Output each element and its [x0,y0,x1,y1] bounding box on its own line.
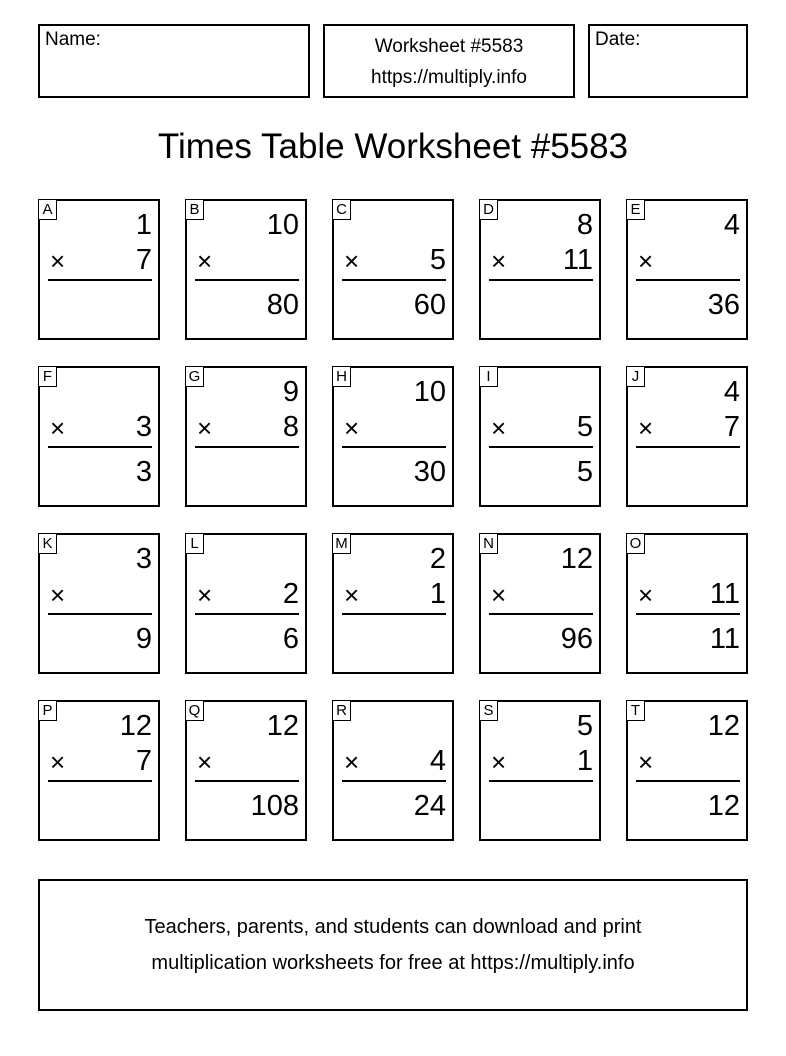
problem-label: A [38,199,57,220]
name-label: Name: [45,29,101,50]
multiplier: 8 [282,411,299,443]
problem-box[interactable] [185,533,307,674]
answer-rule [195,780,299,782]
problem-label: L [185,533,204,554]
multiplier: 3 [135,411,152,443]
multiplicand: 4 [723,376,740,408]
problem-label: I [479,366,498,387]
times-sign: × [50,580,66,610]
problem-box[interactable] [38,199,160,340]
problem-label: C [332,199,351,220]
multiplicand: 12 [266,710,299,742]
times-sign: × [197,246,213,276]
problem-label: K [38,533,57,554]
multiplier: 11 [709,578,740,610]
product: 24 [413,790,446,822]
product: 11 [709,623,740,655]
problem-label: D [479,199,498,220]
problem-box[interactable] [38,533,160,674]
product: 6 [282,623,299,655]
problem-box[interactable] [479,366,601,507]
times-sign: × [491,747,507,777]
problem-box[interactable] [332,700,454,841]
product: 60 [413,289,446,321]
times-sign: × [491,246,507,276]
product: 30 [413,456,446,488]
times-sign: × [638,747,654,777]
multiplicand: 10 [413,376,446,408]
problem-label: H [332,366,351,387]
problem-box[interactable] [479,700,601,841]
problem-label: N [479,533,498,554]
product: 12 [707,790,740,822]
times-sign: × [50,747,66,777]
date-box[interactable] [588,24,748,98]
multiplicand: 1 [135,209,152,241]
problem-box[interactable] [626,700,748,841]
footer-text-line-2: multiplication worksheets for free at https://multiply.info [151,952,635,974]
multiplicand: 5 [576,710,593,742]
problem-box[interactable] [332,199,454,340]
multiplier: 1 [576,745,593,777]
times-sign: × [344,580,360,610]
answer-rule [636,279,740,281]
answer-rule [489,780,593,782]
answer-rule [489,279,593,281]
multiplier: 4 [429,745,446,777]
multiplier: 7 [135,745,152,777]
multiplicand: 8 [576,209,593,241]
multiplicand: 12 [560,543,593,575]
problem-label: S [479,700,498,721]
multiplicand: 9 [282,376,299,408]
multiplier: 5 [429,244,446,276]
name-box[interactable] [38,24,310,98]
answer-rule [342,279,446,281]
multiplicand: 12 [119,710,152,742]
problem-box[interactable] [626,366,748,507]
answer-rule [489,446,593,448]
times-sign: × [197,747,213,777]
multiplier: 2 [282,578,299,610]
problem-box[interactable] [332,533,454,674]
product: 9 [135,623,152,655]
times-sign: × [344,246,360,276]
answer-rule [489,613,593,615]
times-sign: × [344,747,360,777]
product: 80 [266,289,299,321]
times-sign: × [50,413,66,443]
multiplier: 11 [562,244,593,276]
product: 3 [135,456,152,488]
multiplicand: 10 [266,209,299,241]
answer-rule [636,613,740,615]
problem-box[interactable] [332,366,454,507]
problem-label: R [332,700,351,721]
page-title: Times Table Worksheet #5583 [157,127,629,166]
date-label: Date: [595,29,641,50]
problem-label: Q [185,700,204,721]
answer-rule [48,446,152,448]
times-sign: × [344,413,360,443]
product: 36 [707,289,740,321]
problem-label: T [626,700,645,721]
times-sign: × [491,580,507,610]
times-sign: × [638,580,654,610]
problem-label: M [332,533,351,554]
footer-text-line-1: Teachers, parents, and students can download and print [144,916,642,938]
times-sign: × [197,580,213,610]
problem-box[interactable] [479,533,601,674]
multiplier: 1 [429,578,446,610]
problem-box[interactable] [38,700,160,841]
answer-rule [636,446,740,448]
problem-label: O [626,533,645,554]
product: 96 [560,623,593,655]
problem-box[interactable] [626,533,748,674]
answer-rule [195,446,299,448]
multiplier: 7 [135,244,152,276]
problem-label: P [38,700,57,721]
times-sign: × [491,413,507,443]
answer-rule [195,613,299,615]
problem-box[interactable] [185,366,307,507]
problem-label: B [185,199,204,220]
multiplicand: 3 [135,543,152,575]
times-sign: × [638,246,654,276]
worksheet-info-box [323,24,575,98]
worksheet-id: Worksheet #5583 [374,36,524,57]
problem-label: G [185,366,204,387]
multiplicand: 12 [707,710,740,742]
problem-box[interactable] [185,199,307,340]
answer-rule [48,613,152,615]
multiplier: 5 [576,411,593,443]
answer-rule [342,446,446,448]
answer-rule [342,780,446,782]
site-url: https://multiply.info [371,67,527,88]
product: 5 [576,456,593,488]
multiplicand: 2 [429,543,446,575]
problem-label: E [626,199,645,220]
times-sign: × [638,413,654,443]
answer-rule [342,613,446,615]
problem-box[interactable] [185,700,307,841]
times-sign: × [50,246,66,276]
times-sign: × [197,413,213,443]
problem-box[interactable] [479,199,601,340]
answer-rule [195,279,299,281]
multiplicand: 4 [723,209,740,241]
problem-box[interactable] [626,199,748,340]
answer-rule [48,279,152,281]
problem-label: F [38,366,57,387]
footer-box [38,879,748,1011]
multiplier: 7 [723,411,740,443]
problem-box[interactable] [38,366,160,507]
answer-rule [48,780,152,782]
problem-label: J [626,366,645,387]
answer-rule [636,780,740,782]
product: 108 [250,790,299,822]
